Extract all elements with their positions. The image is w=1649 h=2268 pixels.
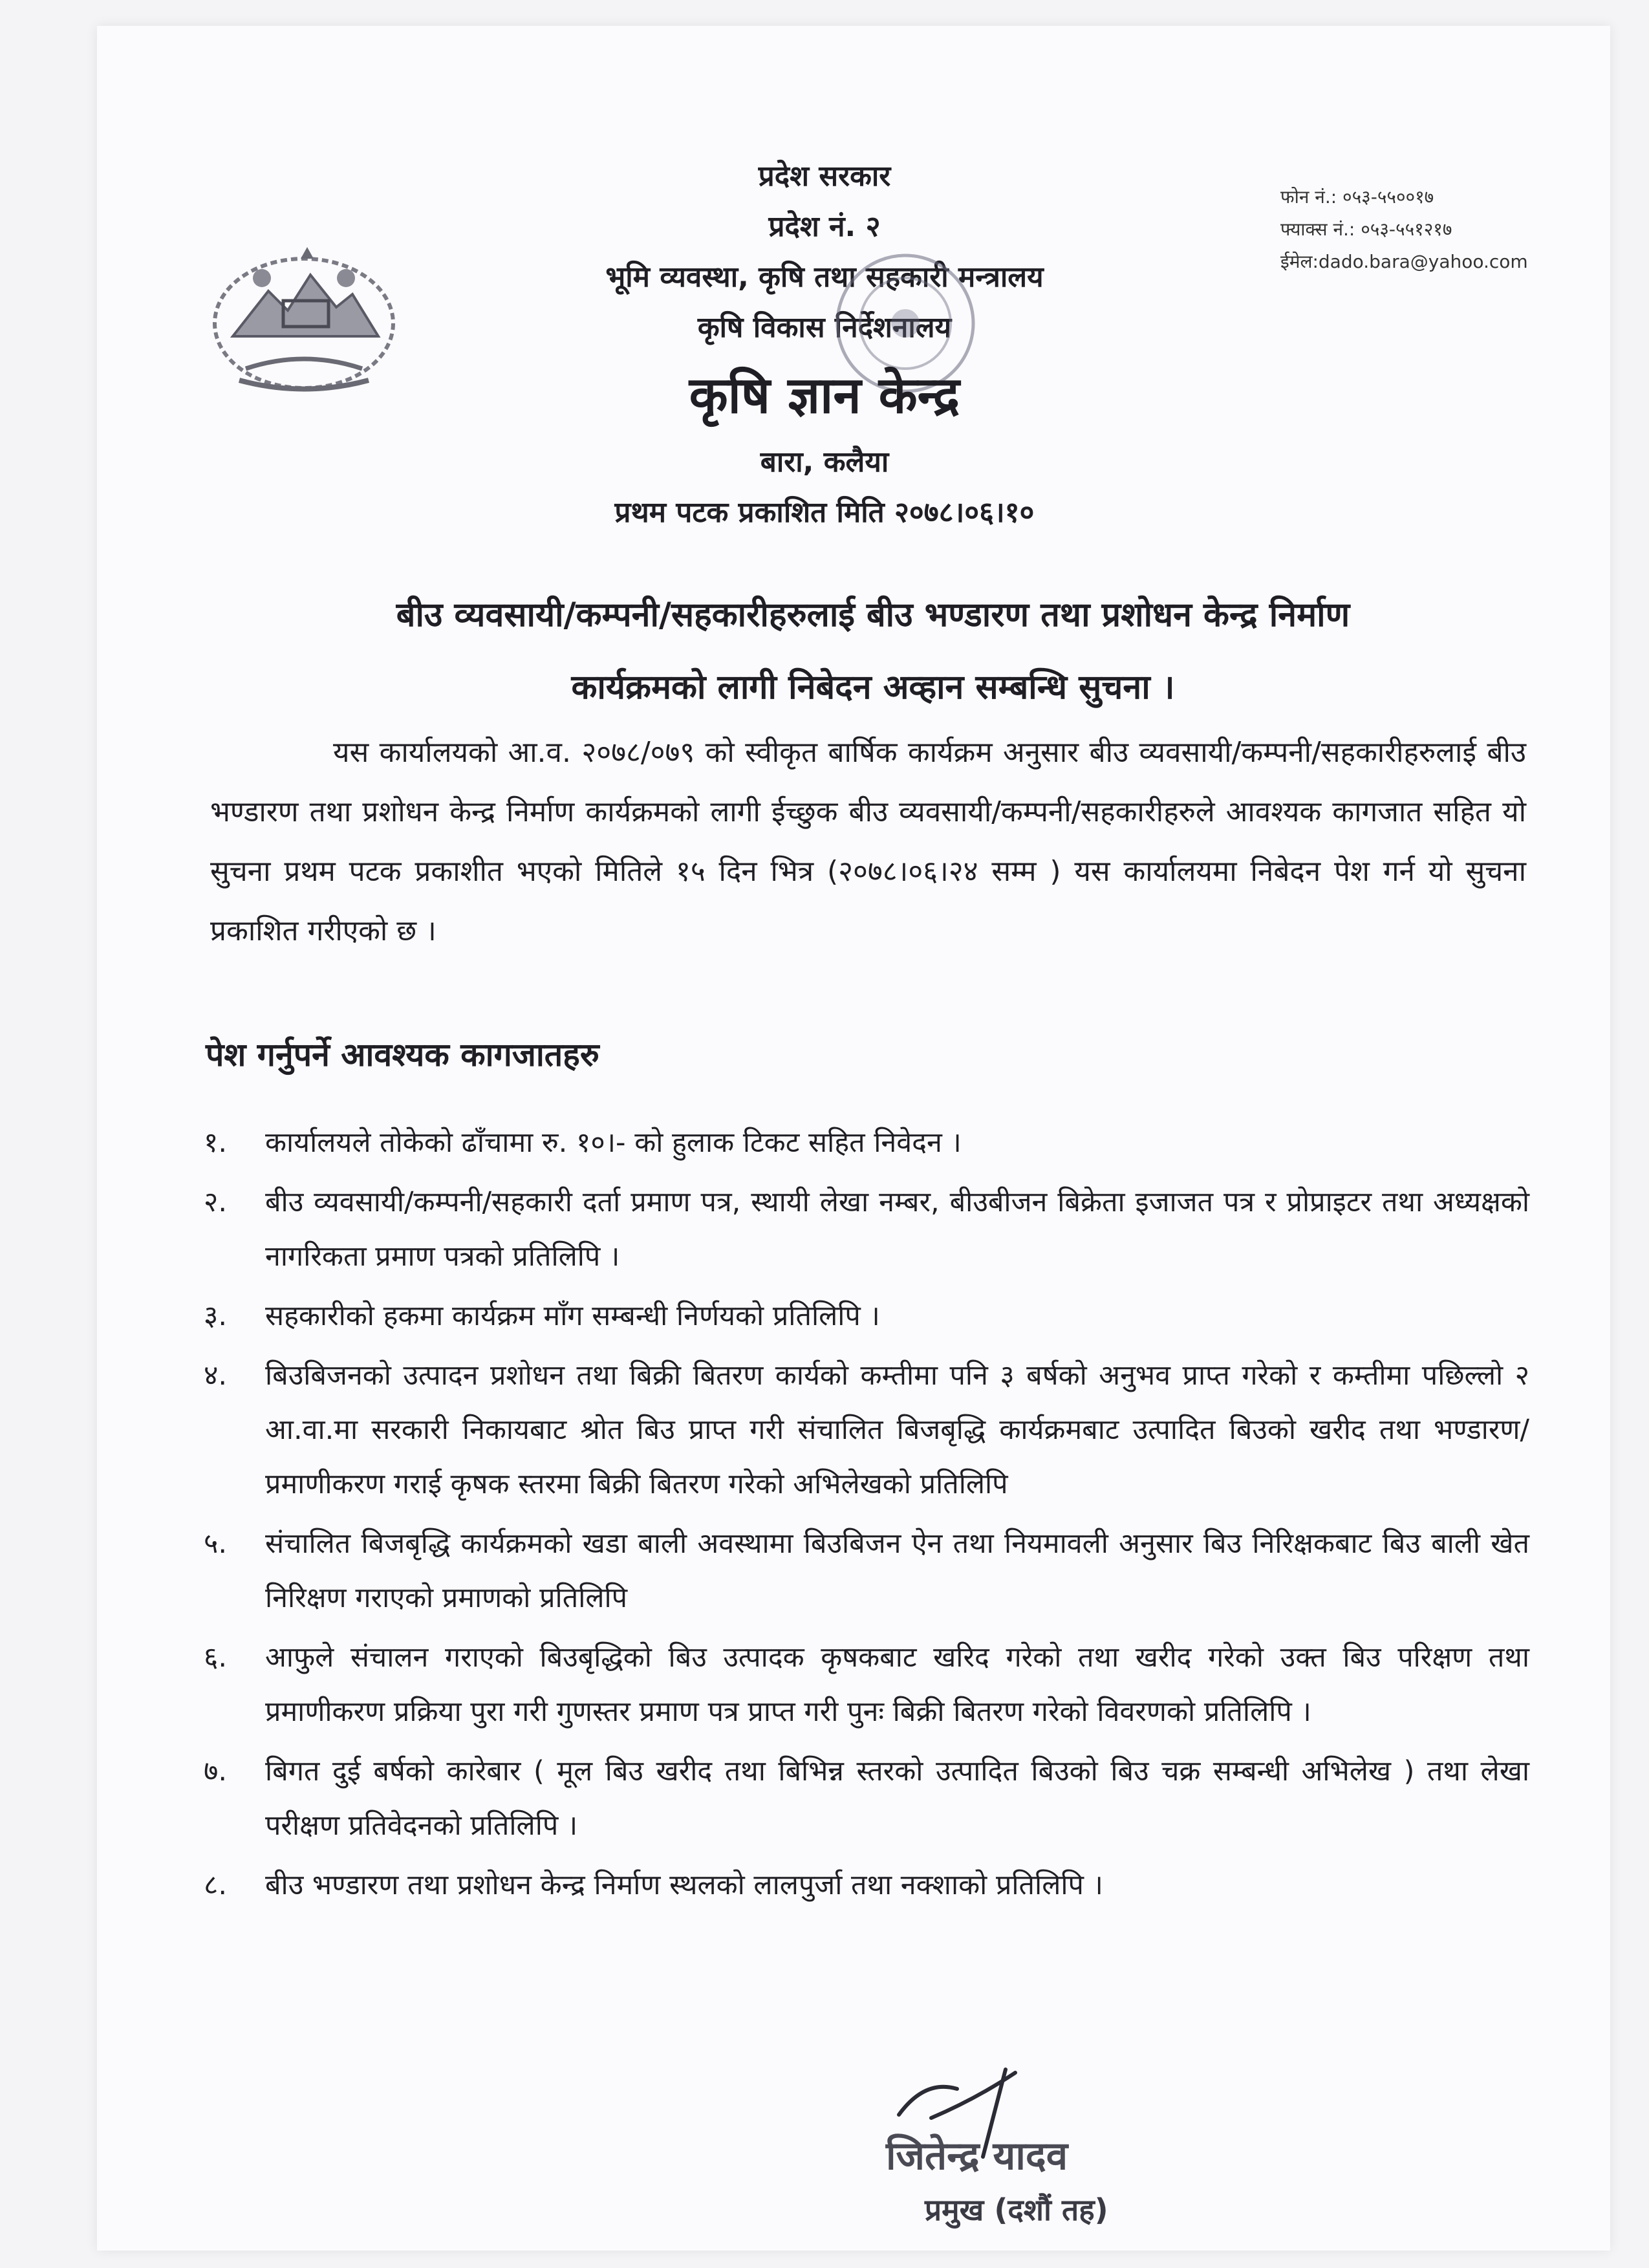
documents-list (204, 1116, 1529, 1917)
notice-title-line-1: बीउ व्यवसायी/कम्पनी/सहकारीहरुलाई बीउ भण्डारण तथा प्रशोधन केन्द्र निर्माण (396, 596, 1350, 634)
list-item: ४. बिउबिजनको उत्पादन प्रशोधन तथा बिक्री बितरण कार्यको कम्तीमा पनि ३ बर्षको अनुभव प्राप्त गरेको र कम्तीमा पछिल्लो २ आ.वा.मा सरकारी निकायबाट श्रोत बिउ प्राप्त गरी संचालित बिजबृद्धि कार्यक्रमबाट उत्पादित बिउको खरीद तथा भण्डारण/प्रमाणीकरण गराई कृषक स्तरमा बिक्री बितरण गरेको अभिलेखको प्रतिलिपि (204, 1359, 1529, 1500)
documents-section-title: पेश गर्नुपर्ने आवश्यक कागजातहरु (206, 1036, 599, 1074)
list-item: ७. बिगत दुई बर्षको कारेबार ( मूल बिउ खरीद तथा बिभिन्न स्तरको उत्पादित बिउको बिउ चक्र सम्बन्धी अभिलेख ) तथा लेखा परीक्षण प्रतिवेदनको प्रतिलिपि । (204, 1755, 1529, 1842)
signatory-name: जितेन्द्र यादव (886, 2133, 1068, 2179)
ministry-name: भूमि व्यवस्था, कृषि तथा सहकारी मन्त्रालय (605, 261, 1044, 294)
list-item: १. कार्यालयले तोकेको ढाँचामा रु. १०।- को हुलाक टिकट सहित निवेदन । (204, 1127, 962, 1159)
list-item: २. बीउ व्यवसायी/कम्पनी/सहकारी दर्ता प्रमाण पत्र, स्थायी लेखा नम्बर, बीउबीजन बिक्रेता इजाजत पत्र र प्रोप्राइटर तथा अध्यक्षको नागरिकता प्रमाण पत्रको प्रतिलिपि । (204, 1186, 1529, 1273)
list-item: ८. बीउ भण्डारण तथा प्रशोधन केन्द्र निर्माण स्थलको लालपुर्जा तथा नक्शाको प्रतिलिपि । (204, 1869, 1103, 1901)
office-location: बारा, कलैया (760, 446, 889, 479)
header-line-2: प्रदेश नं. २ (768, 210, 881, 243)
signatory-designation: प्रमुख (दशौं तह) (925, 2192, 1108, 2227)
fax-number: फ्याक्स नं.: ०५३-५५१२१७ (1280, 219, 1452, 240)
publish-date: प्रथम पटक प्रकाशित मिति २०७८।०६।१० (614, 496, 1035, 529)
office-name: कृषि ज्ञान केन्द्र (689, 367, 960, 425)
list-item: ६. आफुले संचालन गराएको बिउबृद्धिको बिउ उत्पादक कृषकबाट खरिद गरेको तथा खरीद गरेको उक्त बिउ परिक्षण तथा प्रमाणीकरण प्रक्रिया पुरा गरी गुणस्तर प्रमाण पत्र प्राप्त गरी पुनः बिक्री बितरण गरेको विवरणको प्रतिलिपि । (204, 1641, 1530, 1728)
email-address: ईमेल:dado.bara@yahoo.com (1280, 251, 1528, 272)
directorate-name: कृषि विकास निर्देशनालय (697, 311, 952, 344)
header-line-1: प्रदेश सरकार (758, 160, 891, 193)
list-item: ३. सहकारीको हकमा कार्यक्रम माँग सम्बन्धी निर्णयको प्रतिलिपि । (204, 1300, 880, 1332)
notice-body: यस कार्यालयको आ.व. २०७८/०७९ को स्वीकृत बार्षिक कार्यक्रम अनुसार बीउ व्यवसायी/कम्पनी/सहकारीहरुलाई बीउ भण्डारण तथा प्रशोधन केन्द्र निर्माण कार्यक्रमको लागी ईच्छुक बीउ व्यवसायी/कम्पनी/सहकारीहरुले आवश्यक कागजात सहित यो सुचना प्रथम पटक प्रकाशीत भएको मितिले १५ दिन भित्र (२०७८।०६।२४ सम्म ) यस कार्यालयमा निबेदन पेश गर्न यो सुचना प्रकाशित गरीएको छ । (210, 736, 1526, 947)
notice-title (233, 579, 1513, 724)
list-item: ५. संचालित बिजबृद्धि कार्यक्रमको खडा बाली अवस्थामा बिउबिजन ऐन तथा नियमावली अनुसार बिउ निरिक्षकबाट बिउ बाली खेत निरिक्षण गराएको प्रमाणको प्रतिलिपि (204, 1528, 1529, 1614)
phone-number: फोन नं.: ०५३-५५००१७ (1280, 186, 1434, 208)
notice-title-line-2: कार्यक्रमको लागी निबेदन अव्हान सम्बन्धि सुचना । (571, 668, 1175, 707)
